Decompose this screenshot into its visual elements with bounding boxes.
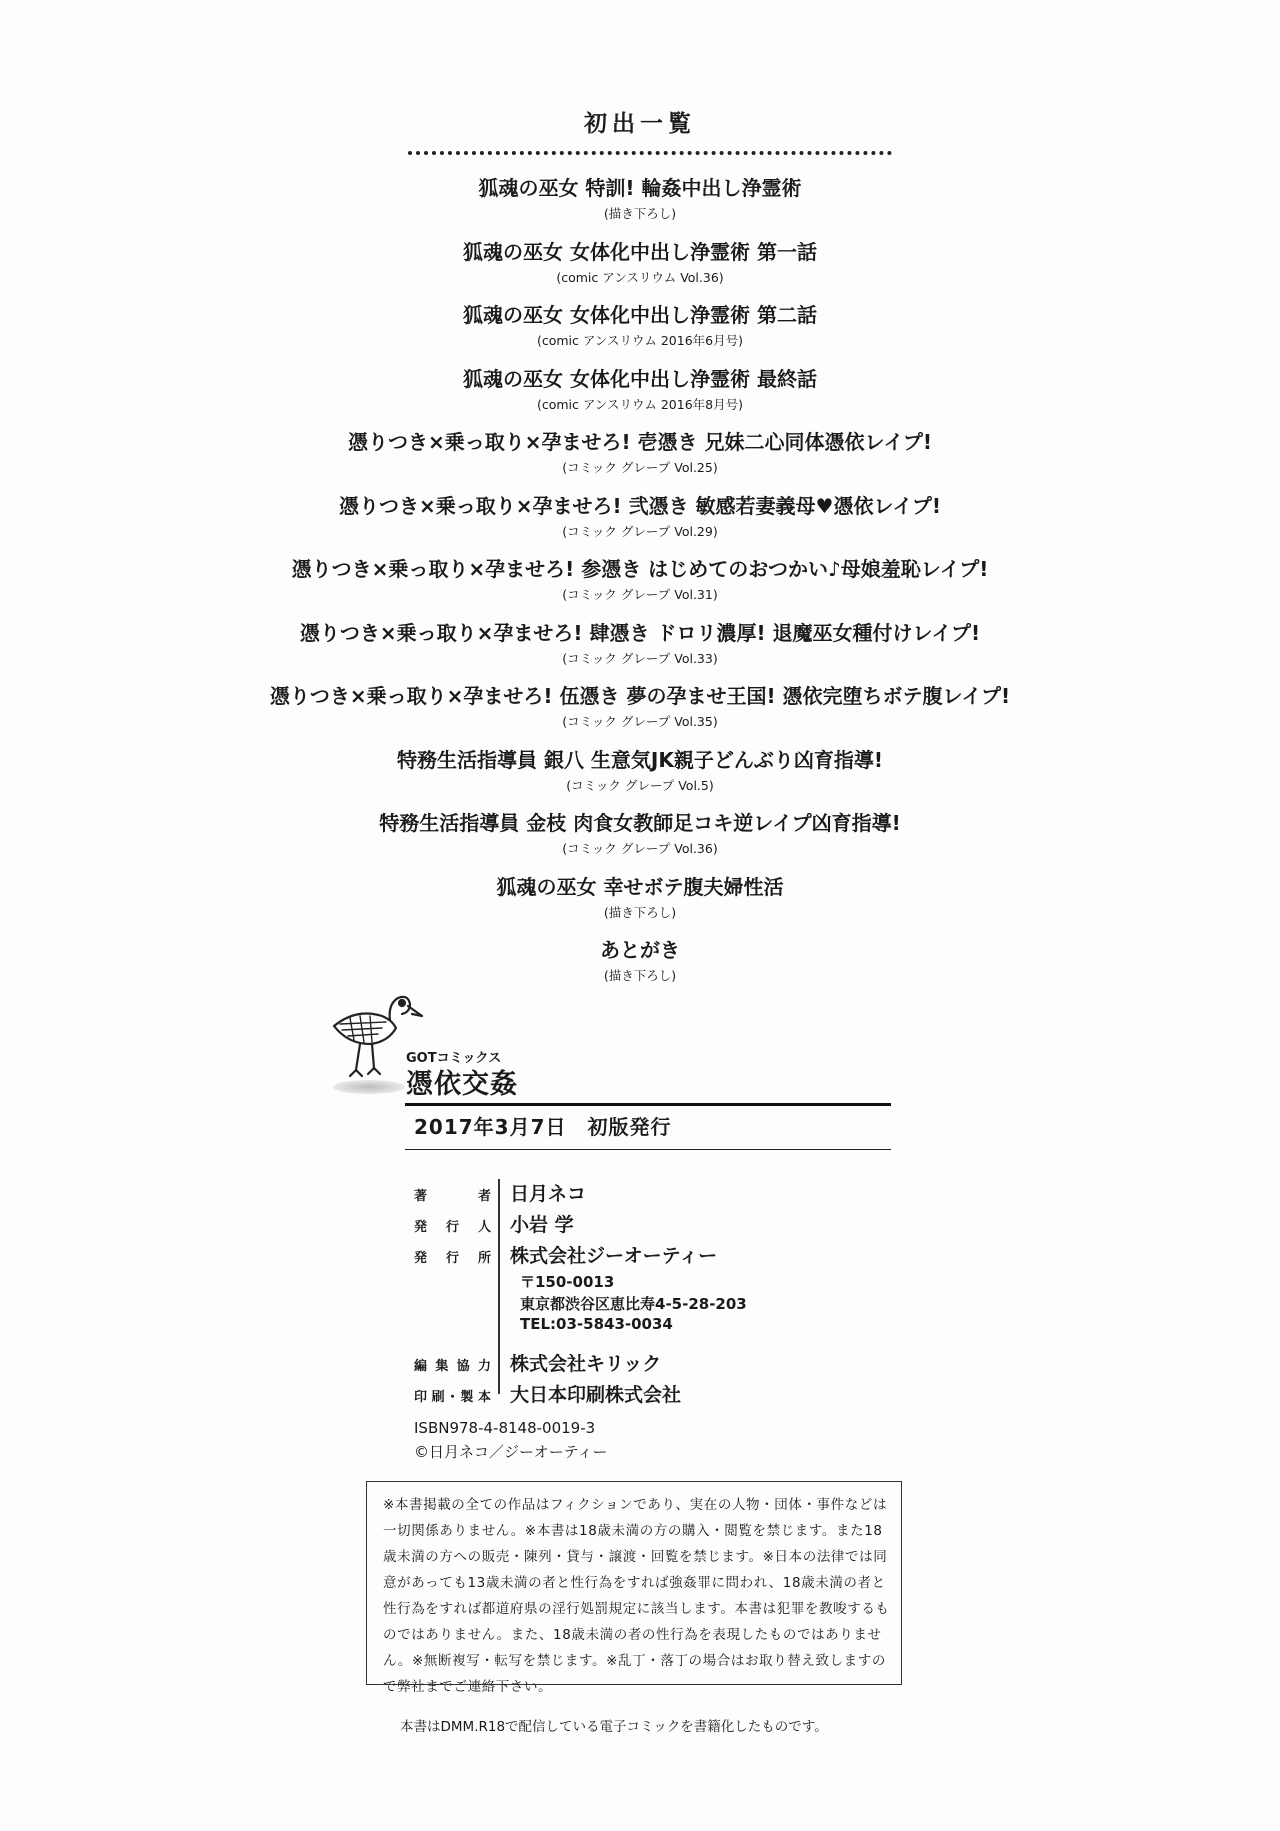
toc-entry xyxy=(0,934,1280,998)
credit-row-printing xyxy=(414,1380,894,1411)
toc-entry-title: 憑りつき×乗っ取り×孕ませろ! 参憑き はじめてのおつかい♪母娘羞恥レイプ! xyxy=(291,557,989,581)
isbn: ISBN978-4-8148-0019-3 xyxy=(414,1419,596,1437)
dotted-divider xyxy=(408,151,892,155)
toc-entry xyxy=(0,871,1280,935)
legal-notice-box xyxy=(366,1481,902,1695)
toc-list xyxy=(0,172,1280,998)
toc-entry-title: 憑りつき×乗っ取り×孕ませろ! 壱憑き 兄妹二心同体憑依レイプ! xyxy=(347,430,933,454)
title-rule xyxy=(405,1103,891,1106)
legal-notice: ※本書掲載の全ての作品はフィクションであり、実在の人物・団体・事件などは一切関係ありません。※本書は18歳未満の方の購入・閲覧を禁じます。また18歳未満の方への販売・陳列・貸与・譲渡・回覧を禁じます。※日本の法律では同意があっても13歳未満の者と性行為をすれば強姦罪に問われ、18歳未満の者と性行為をすれば都道府県の淫行処罰規定に該当します。本書は犯罪を教唆するものではありません。また、18歳未満の者の性行為を表現したものではありません。※無断複写・転写を禁じます。※乱丁・落丁の場合はお取り替え致しますので弊社までご連絡下さい。 xyxy=(383,1497,890,1695)
toc-entry xyxy=(0,363,1280,427)
toc-entry xyxy=(0,490,1280,554)
publisher-name: 株式会社ジーオーティー xyxy=(510,1245,718,1267)
toc-entry-title: あとがき xyxy=(600,938,680,962)
dmm-note: 本書はDMM.R18で配信している電子コミックを書籍化したものです。 xyxy=(400,1719,828,1735)
editing-company: 株式会社キリック xyxy=(510,1353,662,1375)
toc-entry-source: (描き下ろし) xyxy=(603,206,677,221)
printing-label: 印刷･製本 xyxy=(414,1390,492,1405)
publication-date: 2017年3月7日 初版発行 xyxy=(414,1115,672,1139)
toc-entry-source: (コミック グレープ Vol.36) xyxy=(562,841,718,856)
credit-row-editing xyxy=(414,1349,894,1380)
toc-entry-source: (コミック グレープ Vol.35) xyxy=(562,714,718,729)
author-label: 著者 xyxy=(414,1189,492,1204)
toc-entry-title: 狐魂の巫女 女体化中出し浄霊術 最終話 xyxy=(463,366,817,391)
toc-entry-title: 特務生活指導員 金枝 肉食女教師足コキ逆レイプ凶育指導! xyxy=(379,811,901,835)
editing-label: 編集協力 xyxy=(414,1359,492,1374)
credit-row-author xyxy=(414,1179,894,1210)
credit-row-publisher-person xyxy=(414,1210,894,1241)
toc-entry xyxy=(0,236,1280,300)
toc-entry-source: (comic アンスリウム 2016年8月号) xyxy=(536,396,743,412)
toc-entry-title: 狐魂の巫女 幸せボテ腹夫婦性活 xyxy=(496,874,784,899)
toc-entry xyxy=(0,553,1280,617)
date-rule xyxy=(405,1149,891,1150)
toc-entry-source: (コミック グレープ Vol.33) xyxy=(562,650,718,666)
toc-entry-source: (描き下ろし) xyxy=(603,904,677,920)
toc-entry-title: 憑りつき×乗っ取り×孕ませろ! 弐憑き 敏感若妻義母♥憑依レイプ! xyxy=(338,493,941,518)
toc-entry xyxy=(0,680,1280,744)
toc-entry-source: (コミック グレープ Vol.5) xyxy=(566,777,714,793)
toc-entry-source: (comic アンスリウム Vol.36) xyxy=(556,269,724,285)
copyright: ©日月ネコ／ジーオーティー xyxy=(414,1443,608,1461)
toc-entry xyxy=(0,299,1280,363)
toc-entry-title: 狐魂の巫女 特訓! 輪姦中出し浄霊術 xyxy=(478,176,802,200)
printing-company: 大日本印刷株式会社 xyxy=(510,1384,682,1406)
toc-heading: 初出一覧 xyxy=(584,111,696,137)
bird-shadow xyxy=(333,1080,405,1094)
toc-entry-source: (コミック グレープ Vol.25) xyxy=(562,460,718,475)
toc-entry-source: (コミック グレープ Vol.31) xyxy=(562,587,718,602)
telephone: TEL:03-5843-0034 xyxy=(520,1315,673,1333)
isbn-block xyxy=(414,1416,608,1464)
toc-entry-source: (コミック グレープ Vol.29) xyxy=(562,523,718,539)
toc-entry-title: 憑りつき×乗っ取り×孕ませろ! 伍憑き 夢の孕ませ王国! 憑依完堕ちボテ腹レイプ! xyxy=(269,684,1011,708)
toc-entry xyxy=(0,744,1280,808)
author-name: 日月ネコ xyxy=(510,1183,587,1205)
imprint-label: GOTコミックス xyxy=(406,1051,502,1066)
credits-table xyxy=(414,1179,894,1411)
address: 東京都渋谷区恵比寿4-5-28-203 xyxy=(520,1295,747,1313)
toc-entry xyxy=(0,426,1280,490)
toc-entry-title: 憑りつき×乗っ取り×孕ませろ! 肆憑き ドロリ濃厚! 退魔巫女種付けレイプ! xyxy=(299,620,981,645)
postal-code: 〒150-0013 xyxy=(520,1273,615,1291)
publisher-person-name: 小岩 学 xyxy=(510,1214,574,1236)
book-title: 憑依交姦 xyxy=(406,1069,518,1100)
toc-entry xyxy=(0,617,1280,681)
toc-entry xyxy=(0,807,1280,871)
toc-entry-title: 特務生活指導員 銀八 生意気JK親子どんぶり凶育指導! xyxy=(397,747,883,772)
credit-row-publisher xyxy=(414,1241,894,1349)
toc-entry-source: (comic アンスリウム 2016年6月号) xyxy=(536,333,743,348)
toc-entry-source: (描き下ろし) xyxy=(603,968,677,983)
publisher-label: 発行所 xyxy=(414,1251,492,1266)
publisher-person-label: 発行人 xyxy=(414,1220,492,1235)
toc-entry-title: 狐魂の巫女 女体化中出し浄霊術 第一話 xyxy=(463,239,817,264)
toc-entry xyxy=(0,172,1280,236)
toc-entry-title: 狐魂の巫女 女体化中出し浄霊術 第二話 xyxy=(463,303,817,327)
